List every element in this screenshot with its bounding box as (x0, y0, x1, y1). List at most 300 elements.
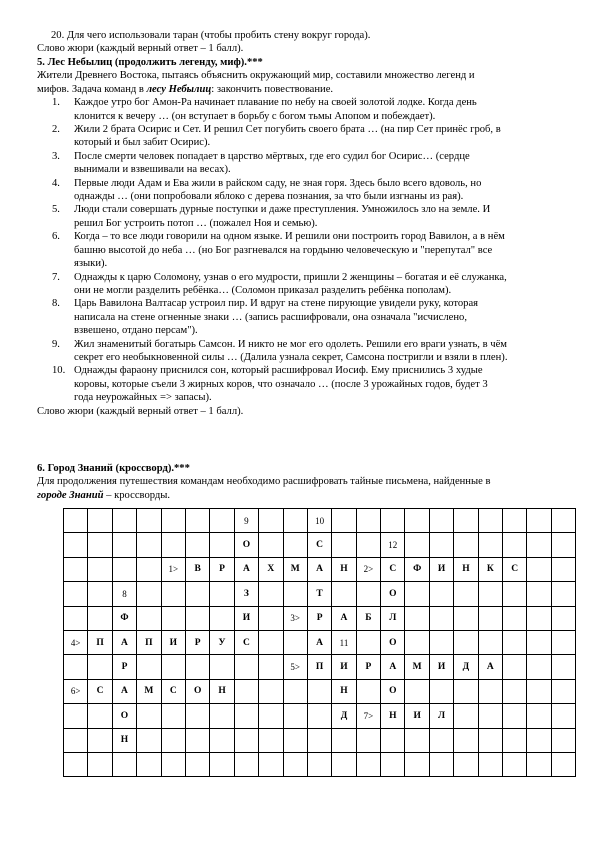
crossword-empty-cell[interactable] (429, 728, 453, 752)
crossword-empty-cell[interactable] (259, 606, 283, 630)
legend-task-text: Жил знаменитый богатырь Самсон. И никто не мог его одолеть. Решили его враги узнать, в чём (74, 338, 507, 350)
crossword-empty-cell[interactable] (137, 728, 161, 752)
crossword-empty-cell[interactable] (210, 509, 234, 533)
crossword-empty-cell[interactable] (454, 679, 478, 703)
crossword-empty-cell[interactable] (527, 582, 551, 606)
crossword-empty-cell[interactable] (405, 509, 429, 533)
crossword-letter-cell[interactable]: С (381, 557, 405, 581)
crossword-empty-cell[interactable] (429, 752, 453, 776)
crossword-letter-cell[interactable]: О (381, 582, 405, 606)
legend-task-number: 7. (52, 271, 60, 283)
crossword-empty-cell[interactable] (112, 752, 136, 776)
crossword-empty-cell[interactable] (307, 728, 331, 752)
crossword-empty-cell[interactable] (454, 582, 478, 606)
crossword-empty-cell[interactable] (356, 582, 380, 606)
crossword-empty-cell[interactable] (88, 655, 112, 679)
crossword-empty-cell[interactable] (64, 509, 88, 533)
legend-task-text: они не могли разделить ребёнка… (Соломон приказал разделить ребёнка пополам). (74, 284, 452, 296)
crossword-letter-cell[interactable]: С (503, 557, 527, 581)
crossword-letter-cell[interactable]: А (234, 557, 258, 581)
crossword-letter-cell[interactable]: Х (259, 557, 283, 581)
crossword-empty-cell[interactable] (551, 509, 575, 533)
crossword-empty-cell[interactable] (429, 533, 453, 557)
legend-task-item (37, 338, 557, 365)
crossword-letter-cell[interactable]: А (332, 606, 356, 630)
crossword-empty-cell[interactable] (527, 533, 551, 557)
crossword-empty-cell[interactable] (381, 728, 405, 752)
crossword-empty-cell[interactable] (259, 509, 283, 533)
crossword-empty-cell[interactable] (332, 728, 356, 752)
crossword-empty-cell[interactable] (527, 679, 551, 703)
crossword-empty-cell[interactable] (551, 679, 575, 703)
crossword-empty-cell[interactable] (185, 533, 209, 557)
crossword-empty-cell[interactable] (307, 679, 331, 703)
crossword-letter-cell[interactable]: И (429, 655, 453, 679)
crossword-empty-cell[interactable] (88, 582, 112, 606)
crossword-row (64, 509, 576, 533)
legend-task-number: 3. (52, 150, 60, 162)
crossword-letter-cell[interactable]: Т (307, 582, 331, 606)
crossword-empty-cell[interactable] (356, 630, 380, 654)
crossword-empty-cell[interactable] (161, 509, 185, 533)
crossword-empty-cell[interactable] (259, 533, 283, 557)
legend-task-text: взвешено, отдано персам"). (74, 325, 198, 337)
crossword-empty-cell[interactable] (551, 655, 575, 679)
crossword-empty-cell[interactable] (185, 728, 209, 752)
section-5-paragraph-line-2 (37, 83, 557, 96)
crossword-empty-cell[interactable] (503, 630, 527, 654)
section-6-city-name: городе Знаний (37, 489, 104, 501)
crossword-clue-number[interactable]: 11 (332, 630, 356, 654)
crossword-empty-cell[interactable] (454, 704, 478, 728)
crossword-empty-cell[interactable] (478, 752, 502, 776)
legend-task-item (37, 297, 557, 337)
legend-task-number: 5. (52, 204, 60, 216)
crossword-empty-cell[interactable] (429, 679, 453, 703)
crossword-letter-cell[interactable]: О (381, 630, 405, 654)
legend-task-item (37, 271, 557, 298)
crossword-empty-cell[interactable] (381, 509, 405, 533)
legend-task-item (37, 96, 557, 123)
legend-task-text: секрет его необыкновенной силы … (Далила узнала секрет, Самсона постригли и взяли в плен). (74, 351, 508, 363)
legend-task-text: языки). (74, 258, 108, 270)
crossword-empty-cell[interactable] (185, 704, 209, 728)
crossword-empty-cell[interactable] (64, 606, 88, 630)
crossword-empty-cell[interactable] (137, 655, 161, 679)
section-6-paragraph-line-1: Для продолжения путешествия командам необходимо расшифровать тайные письмена, найденные в (37, 476, 491, 488)
legend-task-text: Каждое утро бог Амон-Ра начинает плавание по небу на своей золотой лодке. Когда день (74, 97, 477, 109)
crossword-empty-cell[interactable] (429, 509, 453, 533)
crossword-empty-cell[interactable] (478, 509, 502, 533)
section-6 (37, 462, 557, 502)
crossword-clue-number[interactable]: 1> (161, 557, 185, 581)
section-5-jury-line: Слово жюри (каждый верный ответ – 1 балл). (37, 405, 244, 417)
crossword-row (64, 752, 576, 776)
crossword-empty-cell[interactable] (551, 533, 575, 557)
crossword-empty-cell[interactable] (283, 728, 307, 752)
crossword-letter-cell[interactable]: Ф (405, 557, 429, 581)
crossword-empty-cell[interactable] (210, 655, 234, 679)
crossword-grid (63, 508, 576, 777)
crossword-empty-cell[interactable] (356, 728, 380, 752)
crossword-empty-cell[interactable] (356, 509, 380, 533)
crossword-letter-cell[interactable]: И (234, 606, 258, 630)
crossword-empty-cell[interactable] (503, 704, 527, 728)
crossword-empty-cell[interactable] (210, 582, 234, 606)
crossword-letter-cell[interactable]: А (381, 655, 405, 679)
crossword-empty-cell[interactable] (185, 582, 209, 606)
crossword-empty-cell[interactable] (283, 679, 307, 703)
crossword-empty-cell[interactable] (551, 630, 575, 654)
crossword-empty-cell[interactable] (332, 509, 356, 533)
crossword-row (64, 728, 576, 752)
crossword-empty-cell[interactable] (478, 606, 502, 630)
crossword-empty-cell[interactable] (503, 582, 527, 606)
crossword-letter-cell[interactable]: С (307, 533, 331, 557)
crossword-empty-cell[interactable] (429, 630, 453, 654)
crossword-row (64, 557, 576, 581)
crossword-empty-cell[interactable] (137, 509, 161, 533)
crossword-empty-cell[interactable] (161, 704, 185, 728)
crossword-empty-cell[interactable] (234, 704, 258, 728)
crossword-letter-cell[interactable]: О (381, 679, 405, 703)
legend-task-text: Однажды к царю Соломону, узнав о его мудрости, пришли 2 женщины – богатая и её служанка, (74, 271, 507, 283)
crossword-empty-cell[interactable] (64, 533, 88, 557)
intro-line: Слово жюри (каждый верный ответ – 1 балл). (37, 43, 244, 55)
crossword-row (64, 655, 576, 679)
crossword-empty-cell[interactable] (527, 557, 551, 581)
crossword-empty-cell[interactable] (405, 606, 429, 630)
crossword-empty-cell[interactable] (454, 533, 478, 557)
crossword-empty-cell[interactable] (259, 728, 283, 752)
legend-task-text: После смерти человек попадает в царство мёртвых, где его судил бог Осирис… (сердце (74, 150, 470, 162)
crossword-letter-cell[interactable]: Р (210, 557, 234, 581)
crossword-letter-cell[interactable]: И (429, 557, 453, 581)
crossword-empty-cell[interactable] (64, 728, 88, 752)
crossword-empty-cell[interactable] (234, 728, 258, 752)
crossword-empty-cell[interactable] (405, 630, 429, 654)
legend-task-item (37, 123, 557, 150)
legend-task-number: 9. (52, 338, 60, 350)
crossword-letter-cell[interactable]: Ф (112, 606, 136, 630)
crossword-letter-cell[interactable]: А (307, 557, 331, 581)
crossword-empty-cell[interactable] (259, 704, 283, 728)
crossword-empty-cell[interactable] (307, 704, 331, 728)
legend-task-text: Однажды фараону приснился сон, который расшифровал Иосиф. Ему приснились 3 худые (74, 365, 483, 377)
crossword-empty-cell[interactable] (64, 655, 88, 679)
crossword-empty-cell[interactable] (161, 728, 185, 752)
crossword-empty-cell[interactable] (405, 752, 429, 776)
crossword-empty-cell[interactable] (161, 655, 185, 679)
crossword-letter-cell[interactable]: В (185, 557, 209, 581)
crossword-empty-cell[interactable] (429, 606, 453, 630)
crossword-empty-cell[interactable] (551, 606, 575, 630)
crossword-letter-cell[interactable]: С (161, 679, 185, 703)
legend-task-item (37, 150, 557, 177)
crossword-letter-cell[interactable]: Р (356, 655, 380, 679)
crossword-clue-number[interactable]: 10 (307, 509, 331, 533)
crossword-empty-cell[interactable] (283, 704, 307, 728)
crossword-empty-cell[interactable] (88, 704, 112, 728)
crossword-empty-cell[interactable] (332, 582, 356, 606)
crossword-empty-cell[interactable] (112, 533, 136, 557)
crossword-empty-cell[interactable] (210, 704, 234, 728)
crossword-empty-cell[interactable] (137, 582, 161, 606)
intro-line: 20. Для чего использовали таран (чтобы пробить стену вокруг города). (51, 30, 371, 41)
crossword-letter-cell[interactable]: Р (112, 655, 136, 679)
legend-task-text: Когда – то все люди говорили на одном языке. И решили они построить город Вавилон, а в нём (74, 231, 505, 243)
crossword-empty-cell[interactable] (503, 606, 527, 630)
crossword-letter-cell[interactable]: И (405, 704, 429, 728)
crossword-letter-cell[interactable]: Н (454, 557, 478, 581)
crossword-letter-cell[interactable]: Р (307, 606, 331, 630)
crossword-empty-cell[interactable] (503, 679, 527, 703)
section-6-paragraph-line-2 (37, 489, 557, 502)
crossword-empty-cell[interactable] (478, 582, 502, 606)
crossword-empty-cell[interactable] (283, 509, 307, 533)
crossword-clue-number[interactable]: 5> (283, 655, 307, 679)
crossword-empty-cell[interactable] (234, 679, 258, 703)
legend-task-item (37, 230, 557, 270)
crossword-empty-cell[interactable] (88, 557, 112, 581)
crossword-empty-cell[interactable] (454, 630, 478, 654)
crossword-letter-cell[interactable]: Н (332, 557, 356, 581)
crossword-empty-cell[interactable] (454, 606, 478, 630)
crossword-empty-cell[interactable] (283, 533, 307, 557)
legend-task-text: однажды … (они попробовали яблоко с дерева познания, за что были изгнаны из рая). (74, 191, 464, 203)
crossword-letter-cell[interactable]: У (210, 630, 234, 654)
legend-task-item (37, 203, 557, 230)
crossword-empty-cell[interactable] (454, 509, 478, 533)
crossword-clue-number[interactable]: 7> (356, 704, 380, 728)
crossword-empty-cell[interactable] (185, 509, 209, 533)
legend-task-text: коровы, которые съели 3 жирных коров, что означало … (после 3 урожайных годов, будет 3 (74, 378, 488, 390)
crossword-empty-cell[interactable] (381, 752, 405, 776)
legend-task-text: Люди стали совершать дурные поступки и даже преступления. Умножилось зло на земле. И (74, 204, 491, 216)
legend-task-item (37, 364, 557, 404)
crossword-empty-cell[interactable] (137, 704, 161, 728)
crossword-empty-cell[interactable] (478, 533, 502, 557)
crossword-letter-cell[interactable]: Б (356, 606, 380, 630)
legend-task-text: решил Бог устроить потоп … (пожалел Ноя и семью). (74, 217, 318, 229)
section-6-paragraph-tail: – кроссворды. (103, 489, 171, 501)
section-5-paragraph-tail: : закончить повествование. (211, 83, 334, 95)
legend-task-number: 2. (52, 124, 60, 136)
crossword-empty-cell[interactable] (503, 509, 527, 533)
crossword-empty-cell[interactable] (137, 752, 161, 776)
crossword-empty-cell[interactable] (137, 557, 161, 581)
crossword-empty-cell[interactable] (429, 582, 453, 606)
crossword-letter-cell[interactable]: М (137, 679, 161, 703)
legend-task-number: 4. (52, 177, 60, 189)
crossword-empty-cell[interactable] (503, 533, 527, 557)
crossword-letter-cell[interactable]: А (112, 630, 136, 654)
crossword-empty-cell[interactable] (478, 679, 502, 703)
legend-task-number: 8. (52, 298, 60, 310)
crossword-empty-cell[interactable] (64, 582, 88, 606)
crossword-empty-cell[interactable] (64, 752, 88, 776)
crossword-empty-cell[interactable] (405, 679, 429, 703)
crossword-letter-cell[interactable]: О (112, 704, 136, 728)
crossword-letter-cell[interactable]: Р (185, 630, 209, 654)
crossword-empty-cell[interactable] (551, 704, 575, 728)
legend-task-text: вынимали и взвешивали на весах). (74, 164, 231, 176)
crossword-empty-cell[interactable] (527, 728, 551, 752)
crossword-letter-cell[interactable]: К (478, 557, 502, 581)
crossword-empty-cell[interactable] (478, 728, 502, 752)
crossword-empty-cell[interactable] (356, 752, 380, 776)
crossword-empty-cell[interactable] (161, 582, 185, 606)
crossword-empty-cell[interactable] (283, 752, 307, 776)
crossword-empty-cell[interactable] (527, 752, 551, 776)
section-5-heading: 5. Лес Небылиц (продолжить легенду, миф).*** (37, 57, 263, 68)
crossword-empty-cell[interactable] (307, 752, 331, 776)
crossword-letter-cell[interactable]: О (234, 533, 258, 557)
crossword-empty-cell[interactable] (551, 582, 575, 606)
legend-task-text: написала на стене огненные знаки … (запись расшифровали, она означала "исчислено, (74, 311, 467, 323)
legend-task-number: 1. (52, 97, 60, 109)
crossword-row (64, 533, 576, 557)
crossword-empty-cell[interactable] (185, 752, 209, 776)
crossword-empty-cell[interactable] (283, 630, 307, 654)
legend-task-text: который и был забит Осирис). (74, 137, 211, 149)
crossword-letter-cell[interactable]: А (307, 630, 331, 654)
crossword-empty-cell[interactable] (210, 533, 234, 557)
crossword-letter-cell[interactable]: Н (381, 704, 405, 728)
crossword-letter-cell[interactable]: Д (332, 704, 356, 728)
section-5-paragraph-lead: мифов. Задача команд в (37, 83, 144, 95)
crossword-clue-number[interactable]: 12 (381, 533, 405, 557)
crossword-letter-cell[interactable]: П (88, 630, 112, 654)
crossword-empty-cell[interactable] (185, 655, 209, 679)
crossword-letter-cell[interactable]: Н (210, 679, 234, 703)
crossword-letter-cell[interactable]: Д (454, 655, 478, 679)
crossword-empty-cell[interactable] (478, 630, 502, 654)
crossword-empty-cell[interactable] (527, 655, 551, 679)
crossword-empty-cell[interactable] (551, 728, 575, 752)
crossword-empty-cell[interactable] (356, 679, 380, 703)
crossword-empty-cell[interactable] (64, 557, 88, 581)
crossword-letter-cell[interactable]: А (478, 655, 502, 679)
crossword-empty-cell[interactable] (112, 509, 136, 533)
crossword-empty-cell[interactable] (405, 728, 429, 752)
crossword-letter-cell[interactable]: О (185, 679, 209, 703)
crossword-empty-cell[interactable] (259, 582, 283, 606)
legend-task-text: Первые люди Адам и Ева жили в райском саду, не зная горя. Здесь было всего вдоволь, но (74, 177, 482, 189)
crossword-empty-cell[interactable] (259, 655, 283, 679)
crossword-clue-number[interactable]: 2> (356, 557, 380, 581)
crossword-empty-cell[interactable] (161, 752, 185, 776)
crossword-empty-cell[interactable] (234, 655, 258, 679)
crossword-empty-cell[interactable] (259, 679, 283, 703)
crossword-empty-cell[interactable] (88, 509, 112, 533)
crossword-empty-cell[interactable] (454, 728, 478, 752)
crossword-empty-cell[interactable] (551, 752, 575, 776)
crossword-clue-number[interactable]: 4> (64, 630, 88, 654)
crossword-letter-cell[interactable]: М (405, 655, 429, 679)
crossword-letter-cell[interactable]: Н (332, 679, 356, 703)
crossword-letter-cell[interactable]: И (161, 630, 185, 654)
crossword-empty-cell[interactable] (88, 533, 112, 557)
crossword-empty-cell[interactable] (88, 606, 112, 630)
section-5 (37, 56, 557, 418)
crossword-letter-cell[interactable]: З (234, 582, 258, 606)
crossword-empty-cell[interactable] (503, 655, 527, 679)
crossword-letter-cell[interactable]: М (283, 557, 307, 581)
crossword-empty-cell[interactable] (210, 728, 234, 752)
crossword-letter-cell[interactable]: Л (381, 606, 405, 630)
crossword-letter-cell[interactable]: А (112, 679, 136, 703)
legend-task-text: Царь Вавилона Валтасар устроил пир. И вдруг на стене пирующие увидели руку, которая (74, 298, 479, 310)
crossword-empty-cell[interactable] (259, 752, 283, 776)
crossword-empty-cell[interactable] (356, 533, 380, 557)
crossword-row (64, 704, 576, 728)
crossword-empty-cell[interactable] (503, 728, 527, 752)
crossword-empty-cell[interactable] (64, 704, 88, 728)
crossword-row (64, 606, 576, 630)
crossword-row (64, 582, 576, 606)
crossword-letter-cell[interactable]: И (332, 655, 356, 679)
legend-task-text: клонится к вечеру … (он вступает в борьбу с богом тьмы Апопом и побеждает). (74, 110, 436, 122)
legend-task-text: Жили 2 брата Осирис и Сет. И решил Сет погубить своего брата … (на пир Сет принёс гроб, в (74, 124, 501, 136)
crossword-empty-cell[interactable] (527, 509, 551, 533)
crossword-letter-cell[interactable]: Л (429, 704, 453, 728)
crossword-empty-cell[interactable] (332, 533, 356, 557)
crossword-letter-cell[interactable]: П (137, 630, 161, 654)
crossword-empty-cell[interactable] (454, 752, 478, 776)
crossword-empty-cell[interactable] (259, 630, 283, 654)
crossword-empty-cell[interactable] (137, 606, 161, 630)
crossword-empty-cell[interactable] (161, 533, 185, 557)
crossword-empty-cell[interactable] (527, 704, 551, 728)
crossword-empty-cell[interactable] (503, 752, 527, 776)
crossword-empty-cell[interactable] (551, 557, 575, 581)
legend-task-item (37, 177, 557, 204)
crossword-empty-cell[interactable] (210, 752, 234, 776)
crossword-table (63, 508, 576, 777)
crossword-clue-number[interactable]: 9 (234, 509, 258, 533)
crossword-empty-cell[interactable] (161, 606, 185, 630)
crossword-empty-cell[interactable] (88, 728, 112, 752)
crossword-empty-cell[interactable] (112, 557, 136, 581)
crossword-clue-number[interactable]: 3> (283, 606, 307, 630)
crossword-empty-cell[interactable] (234, 752, 258, 776)
legend-task-list (37, 96, 557, 404)
crossword-empty-cell[interactable] (185, 606, 209, 630)
crossword-empty-cell[interactable] (527, 606, 551, 630)
crossword-empty-cell[interactable] (332, 752, 356, 776)
crossword-empty-cell[interactable] (478, 704, 502, 728)
crossword-empty-cell[interactable] (137, 533, 161, 557)
crossword-empty-cell[interactable] (405, 533, 429, 557)
crossword-letter-cell[interactable]: Н (112, 728, 136, 752)
crossword-clue-number[interactable]: 6> (64, 679, 88, 703)
crossword-empty-cell[interactable] (283, 582, 307, 606)
legend-task-number: 6. (52, 231, 60, 243)
crossword-letter-cell[interactable]: С (234, 630, 258, 654)
crossword-clue-number[interactable]: 8 (112, 582, 136, 606)
crossword-letter-cell[interactable]: С (88, 679, 112, 703)
legend-task-text: башню высотой до неба … (но Бог разгневался на гордыню человеческую и "перепутал" все (74, 244, 493, 256)
legend-task-number: 10. (52, 365, 66, 377)
crossword-empty-cell[interactable] (210, 606, 234, 630)
crossword-empty-cell[interactable] (527, 630, 551, 654)
crossword-letter-cell[interactable]: П (307, 655, 331, 679)
section-5-forest-name: лесу Небылиц (146, 83, 212, 95)
intro-block (37, 29, 557, 56)
crossword-empty-cell[interactable] (88, 752, 112, 776)
crossword-empty-cell[interactable] (405, 582, 429, 606)
